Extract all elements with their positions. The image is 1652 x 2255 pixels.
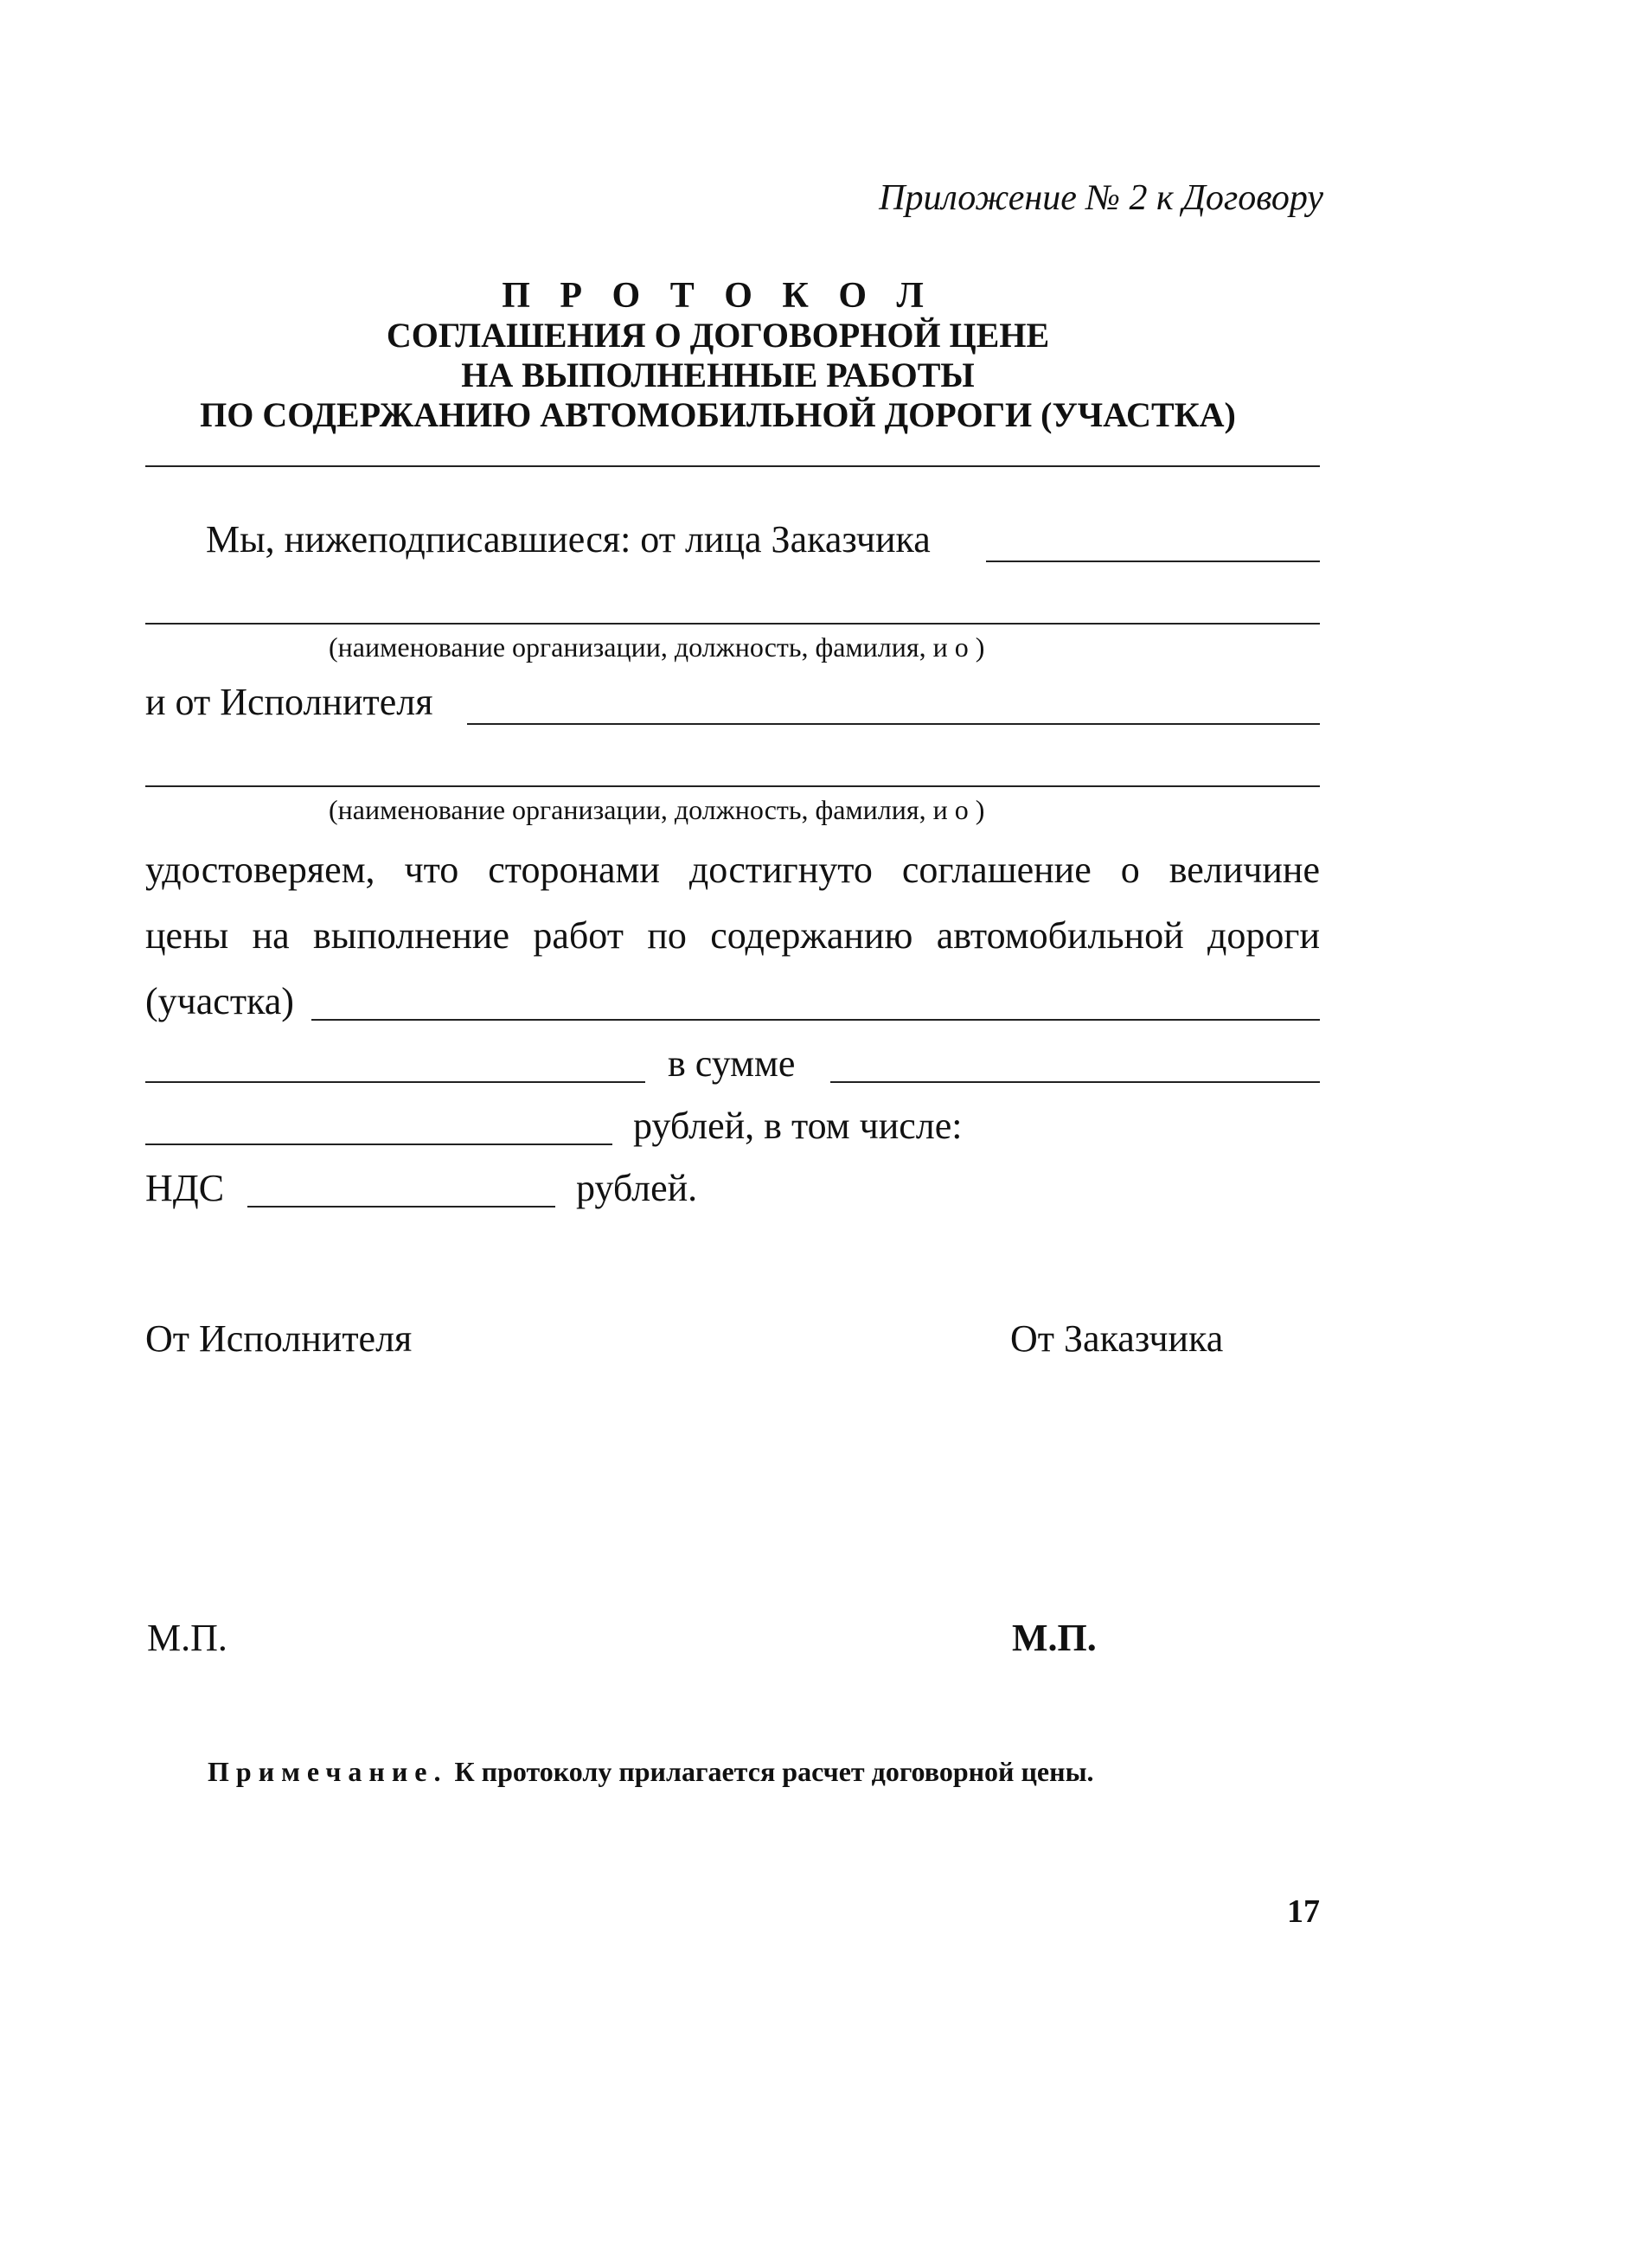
agreement-text-line-2: цены на выполнение работ по содержанию автомобильной дороги [145,914,1320,957]
customer-details-blank[interactable] [145,623,1320,625]
note-label: Примечание. [208,1756,448,1787]
contractor-label: и от Исполнителя [145,681,433,723]
title-divider [145,465,1320,467]
contractor-name-blank[interactable] [467,723,1320,725]
contractor-caption: (наименование организации, должность, фамилия, и о ) [329,794,985,825]
doc-subtitle-line-2: НА ВЫПОЛНЕННЫЕ РАБОТЫ [461,356,975,394]
doc-subtitle-line-1: СОГЛАШЕНИЯ О ДОГОВОРНОЙ ЦЕНЕ [386,316,1050,355]
vat-label: НДС [145,1167,225,1209]
road-section-continuation-blank[interactable] [145,1081,645,1083]
intro-text: Мы, нижеподписавшиеся: от лица Заказчика [206,518,931,561]
doc-subtitle-line-3: ПО СОДЕРЖАНИЮ АВТОМОБИЛЬНОЙ ДОРОГИ (УЧАСТКА) [200,395,1236,434]
agreement-text-line-1: удостоверяем, что сторонами достигнуто соглашение о величине [145,849,1320,891]
customer-caption: (наименование организации, должность, фамилия, и о ) [329,631,985,663]
contractor-stamp-place: М.П. [147,1617,227,1659]
contractor-details-blank[interactable] [145,785,1320,787]
customer-name-blank[interactable] [986,561,1320,562]
page-number: 17 [1287,1893,1320,1930]
sum-label: в сумме [668,1042,796,1085]
vat-amount-blank[interactable] [247,1206,555,1208]
note [208,1756,1094,1788]
doc-title: П Р О Т О К О Л [502,276,934,316]
road-section-blank[interactable] [311,1019,1320,1021]
rubles-label: рублей, в том числе: [633,1105,963,1147]
appendix-reference: Приложение № 2 к Договору [879,178,1323,218]
sum-words-blank[interactable] [145,1144,612,1145]
customer-stamp-place: М.П. [1012,1617,1097,1659]
sum-blank[interactable] [830,1081,1320,1083]
customer-signature-title: От Заказчика [1010,1317,1224,1360]
contractor-signature-title: От Исполнителя [145,1317,413,1360]
vat-rubles-label: рублей. [576,1167,698,1209]
note-text: К протоколу прилагается расчет договорной цены. [454,1756,1094,1787]
section-label: (участка) [145,980,294,1022]
